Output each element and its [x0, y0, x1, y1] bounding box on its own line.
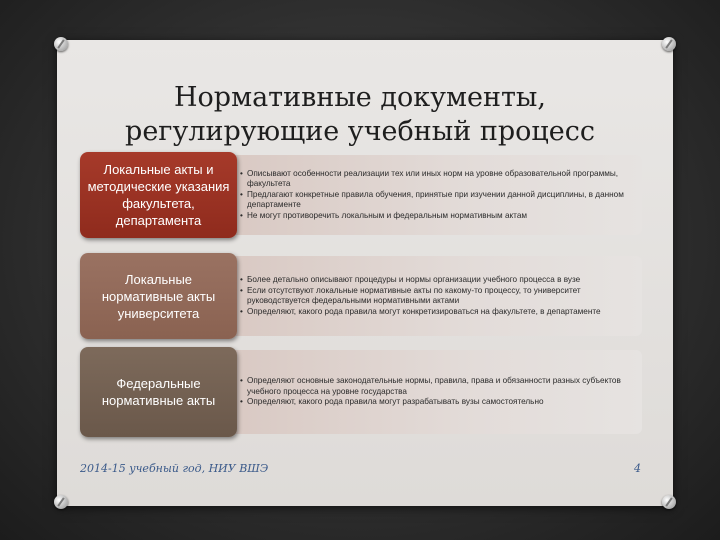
rivet-top-left-icon: [54, 37, 68, 51]
rivet-top-right-icon: [662, 37, 676, 51]
bullet-item: • Определяют, какого рода правила могут конкретизироваться на факультете, в департаменте: [240, 307, 636, 318]
row-federal-acts: [80, 347, 642, 437]
row-label: Федеральные нормативные акты: [101, 376, 216, 408]
bullet-item: • Более детально описывают процедуры и нормы организации учебного процесса в вузе: [240, 275, 636, 286]
row-label: Локальные нормативные акты университета: [101, 271, 216, 321]
bullet-item: • Не могут противоречить локальным и федеральным нормативным актам: [240, 211, 636, 222]
bullet-list: [240, 347, 636, 437]
row-label: Локальные акты и методические указания факультета, департамента: [87, 162, 230, 228]
bullet-list: [240, 152, 636, 238]
row-faculty-acts: [80, 152, 642, 238]
row-label-box: [80, 347, 237, 437]
bullet-item: • Определяют, какого рода правила могут разрабатывать вузы самостоятельно: [240, 397, 636, 408]
row-university-acts: [80, 253, 642, 339]
rivet-bottom-left-icon: [54, 495, 68, 509]
slide-title-line-1: Нормативные документы,: [174, 82, 546, 113]
footer-text: 2014-15 учебный год, НИУ ВШЭ: [80, 462, 269, 475]
row-label-box: [80, 152, 237, 238]
row-label-box: [80, 253, 237, 339]
bullet-item: • Если отсутствуют локальные нормативные акты по какому-то процессу, то университет руководствуется федеральными нормативными актами: [240, 286, 636, 307]
slide-title-line-2: регулирующие учебный процесс: [125, 116, 595, 147]
bullet-item: • Описывают особенности реализации тех или иных норм на уровне образовательной программы, факультета: [240, 169, 636, 190]
bullet-item: • Предлагают конкретные правила обучения, принятые при изучении данной дисциплины, в данном департаменте: [240, 190, 636, 211]
bullet-item: • Определяют основные законодательные нормы, правила, права и обязанности разных субъектов учебного процесса на уровне государства: [240, 376, 636, 397]
rivet-bottom-right-icon: [662, 495, 676, 509]
page-number: 4: [634, 462, 641, 475]
bullet-list: [240, 253, 636, 339]
